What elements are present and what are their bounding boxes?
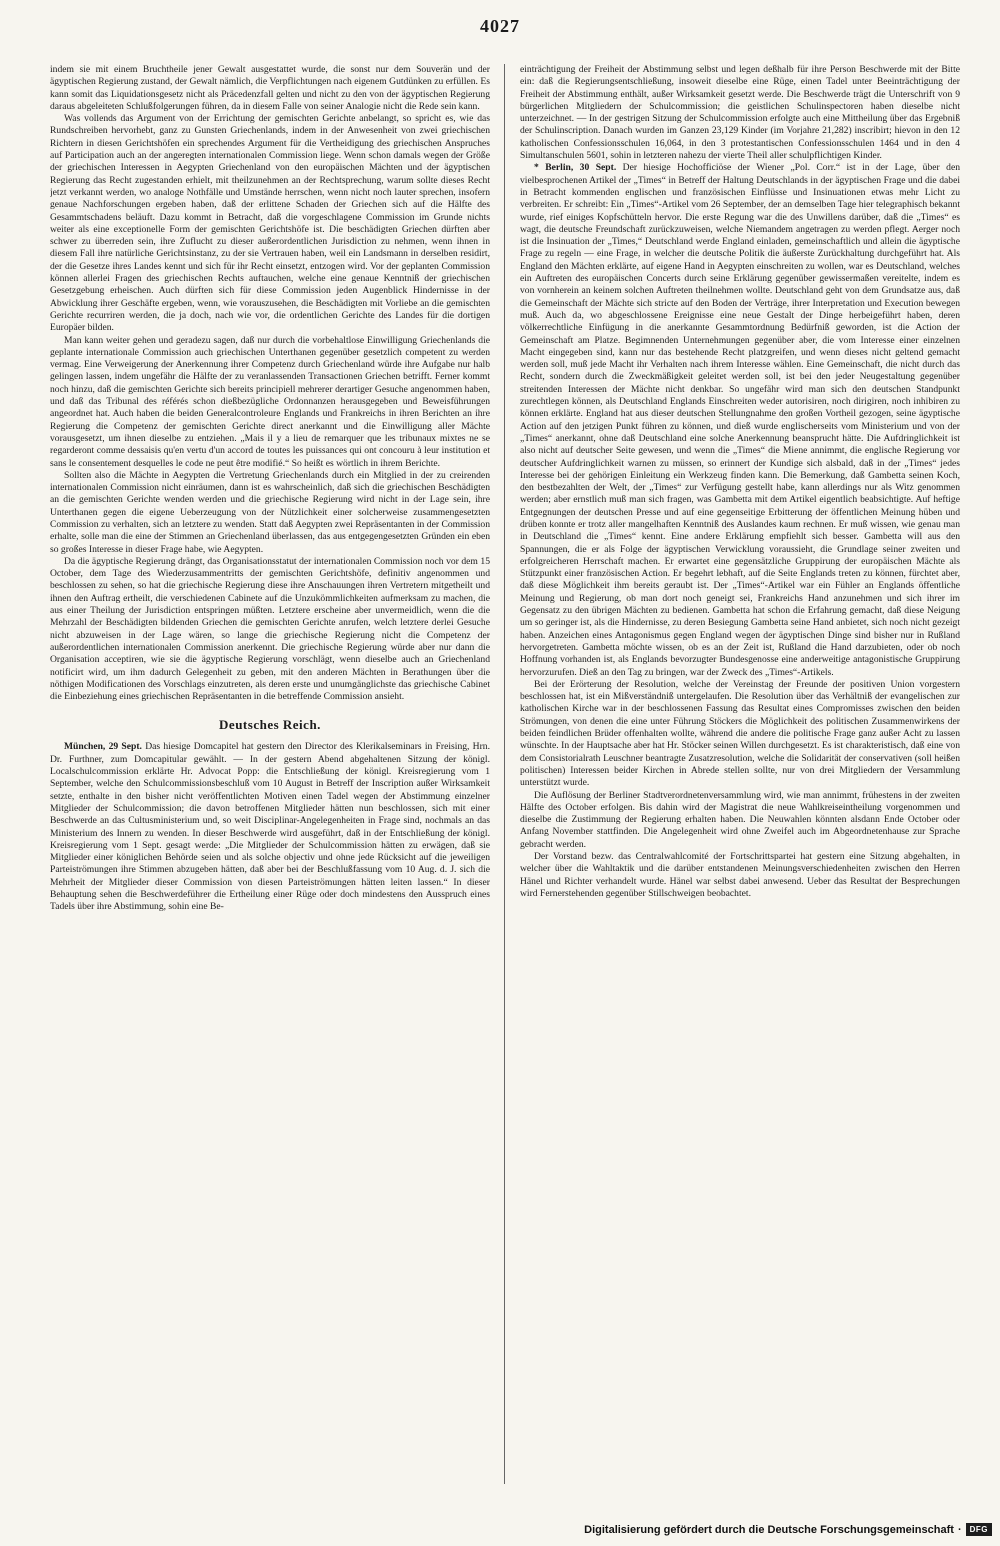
article-paragraph: indem sie mit einem Bruchtheile jener Gewalt ausgestattet wurde, die sonst nur dem Souverän und der ägyptischen Regierung zustand, der Gewalt nämlich, die Verpflichtungen nach eigenem Gutdünken zu erfüllen. Es kann somit das Liquidationsgesetz nicht als Präcedenzfall gelten und nicht zu den von der ägyptischen Regierung daraus abgeleiteten Schlußfolgerungen führen, da in diesem Falle von seiner Analogie nicht die Rede sein kann.	[50, 64, 490, 112]
article-paragraph	[50, 741, 490, 913]
page-number: 4027	[480, 16, 520, 36]
dfg-logo-icon: DFG	[966, 1523, 992, 1536]
article-paragraph: Da die ägyptische Regierung drängt, das Organisationsstatut der internationalen Commission noch vor dem 15 October, dem Tage des Wiederzusammentritts der gemischten Gerichtshöfe, definitiv angenommen und beschlossen zu sehen, so hat die griechische Regierung diese ihre Anschauungen ihren Vertretern mitgetheilt und ihnen den Auftrag ertheilt, die verschiedenen Cabinete auf die Unzukömmlichkeiten aufmerksam zu machen, die aus einer Theilung der Jurisdiction entspringen müßten. Letztere erscheine aber unvermeidlich, wenn die die Mehrzahl der Beschädigten bildenden Griechen die gemischten Gerichte anrufen, welch letztere derlei Gesuche nicht abzuweisen in der Lage wären, so lange die griechische Regierung nicht die Competenz der außerordentlichen internationalen Commission anerkennt. Die griechische Regierung würde aber nur dann die Organisation acceptiren, wie sie die ägyptische Regierung vorschlägt, wenn dieselbe auch an Griechenland notificirt wird, um ihm dadurch Gelegenheit zu geben, mit den anderen Mächten in Berathungen über die nöthigen Modificationen des Vorschlags einzutreten, als deren erste und unumgänglichste das griechische Cabinet die Einbeziehung eines griechischen Repräsentanten in die betreffende Commission ansieht.	[50, 555, 490, 703]
dateline-berlin: * Berlin, 30 Sept.	[534, 162, 617, 174]
left-column	[50, 64, 490, 1496]
dateline-munich: München, 29 Sept.	[64, 741, 142, 753]
article-paragraph: Was vollends das Argument von der Errichtung der gemischten Gerichte anbelangt, so spricht es, wie das Rundschreiben hervorhebt, ganz zu Gunsten Griechenlands, indem in der Anwesenheit von zwei griechischen Richtern in diesen Gerichtshöfen ein sprechendes Argument für die Vertheidigung des griechischen Anspruches auf Participation auch an der angeregten internationalen Commission liege. Wenn schon damals wegen der Größe der griechischen Interessen in Aegypten Griechenland von den europäischen Mächten und der ägyptischen Regierung das Recht zugestanden erhielt, mit theilzunehmen an der Rechtsprechung, warum sollte dieses Recht jetzt verkannt werden, wo analoge Nothfälle und Umstände herrschen, wenn nicht noch lauter sprechen, insofern genaue Nachforschungen ergeben haben, daß der erlittene Schaden der Griechen sich auf die Hälfte des Gesammtschadens beläuft. Dazu kommt in Betracht, daß die vorgeschlagene Commission im Grunde nichts weiter als eine exceptionelle Form der gemischten Gerichtshöfe ist. Die beschädigten Griechen dürften aber schwer zu überreden sein, ihre Zuflucht zu dieser außerordentlichen Jurisdiction zu nehmen, wenn ihnen in diesem Fall ihre natürliche Gerichtsinstanz, zu der sie Vertrauen haben, weil ein Landsmann in derselben residirt, der die Gesetze ihres Landes kennt und sich für ihr Recht einsetzt, entzogen wird. Vor der geplanten Commission können allerlei Fragen des griechischen Rechts auftauchen, welche eine genaue Kenntniß der griechischen Gesetzgebung erheischen. Auch dürften sich für diese Commission jeden Augenblick Hindernisse in der Abwicklung ihrer Geschäfte ergeben, wenn, wie vorauszusehen, die Beschädigten mit Vorliebe an die gemischten Gerichte recurriren werden, die ja doch, nach wie vor, die ordentlichen Gerichte des Landes für die dortigen Europäer bilden.	[50, 113, 490, 334]
article-paragraph: Die Auflösung der Berliner Stadtverordnetenversammlung wird, wie man annimmt, frühestens in der zweiten Hälfte des October erfolgen. Bis dahin wird der Magistrat die neue Wahlkreiseintheilung vorgenommen und dieselbe die Zustimmung der Regierung erhalten haben. Die Neuwahlen könnten alsdann Ende October oder Anfang November stattfinden. Die Angelegenheit wird ohne Zweifel auch im Abgeordnetenhause zur Sprache gebracht werden.	[520, 789, 960, 850]
funding-footer	[584, 1523, 992, 1536]
munich-report: Das hiesige Domcapitel hat gestern den Director des Klerikalseminars in Freising, Hrn. Dr. Furthner, zum Domcapitular gewählt. — In der gestern Abend abgehaltenen Sitzung der königl. Localschulcommission erklärte Hr. Advocat Popp: die Entschließung der königl. Kreisregierung vom 1 September, welche den Schulcommissionsbeschluß vom 10 August in Betreff der Inscription außer Wirksamkeit setzte, enthalte in den bisher nicht veröffentlichten Motiven einen Tadel wegen der Abstimmung einzelner Mitglieder der Schulcommission; die davon betroffenen Mitglieder hätten nun beschlossen, sich mit einer Beschwerde an das Cultusministerium und, so weit Disciplinar-Angelegenheiten in Frage sind, nochmals an das Ministerium des Innern zu wenden. In dieser Beschwerde wird ausgeführt, daß in der Entschließung der königl. Kreisregierung vom 1 Sept. gesagt werde: „Die Mitglieder der Schulcommission hätten zu erwägen, daß sie Mitglieder einer königlichen Behörde seien und als solche objectiv und ohne jede Rücksicht auf die jeweiligen Parteiströmungen ihre Stimmen abzugeben hätten, daß aber bei der Beschlußfassung vom 10 Aug. d. J. sich die Mehrheit der Mitglieder dieser Commission von diesen Parteiströmungen hätten leiten lassen.“ In dieser Behauptung sehen die Beschwerdeführer die Ertheilung einer Rüge oder doch mindestens den Ausspruch eines Tadels über ihre Abstimmung, sohin eine Be-	[50, 741, 490, 913]
right-column	[520, 64, 960, 1496]
article-paragraph	[520, 162, 960, 678]
footer-text: Digitalisierung gefördert durch die Deutsche Forschungsgemeinschaft	[584, 1523, 954, 1536]
article-paragraph: Man kann weiter gehen und geradezu sagen, daß nur durch die vorbehaltlose Einwilligung Griechenlands die geplante internationale Commission auch griechischen Unterthanen gegenüber gesetzlich competent zu werden vermag. Eine Verweigerung der Anerkennung ihrer Competenz durch Griechenland würde ihre Aufgabe nur halb gelingen lassen, indem ungefähr die Hälfte der zu veranlassenden Transactionen Griechen betrifft. Ferner kommt noch hinzu, daß die gemischten Gerichte sich bereits principiell mehrerer derartiger Gesuche angenommen haben, und daß das Tribunal des référés schon dießbezügliche Ordonnanzen herausgegeben und Beweisführungen angeordnet hat. Auch haben die beiden Generalcontroleure Englands und Frankreichs in ihren Berichten an ihre Regierung die Competenz der gemischten Gerichte direct anerkannt und die Einwilligung aller Mächte vorausgesetzt, um ihnen dieselbe zu entziehen. „Mais il y a lieu de remarquer que les tribunaux mixtes ne se regarderont comme dessaisis qu'en vertu d'un accord de toutes les puissances qui ont concouru à leur institution et sans le consentement desquelles le code ne peut être modifié.“ So heißt es wörtlich in ihrem Berichte.	[50, 334, 490, 469]
article-paragraph: einträchtigung der Freiheit der Abstimmung selbst und legen deßhalb für ihre Person Beschwerde mit der Bitte ein: daß die Regierungsentschließung, insoweit dieselbe eine Rüge, einen Tadel unter Beeinträchtigung der Freiheit der Abstimmung enthält, außer Wirksamkeit gesetzt werde. Die Beschwerde trägt die Unterschrift von 9 bürgerlichen Mitgliedern der Schulcommission; die geistlichen Schulinspectoren haben dieselbe nicht unterzeichnet. — In der gestrigen Sitzung der Schulcommission erfolgte auch eine Mittheilung über das Ergebniß der Schulinscription. Danach wurden im Ganzen 23,129 Kinder (im Vorjahre 21,282) inscribirt; hievon in den 12 katholischen Confessionsschulen 16,064, in den 3 protestantischen Confessionsschulen 1464 und in den 4 Simultanschulen 5601, sohin in letzteren nahezu der vierte Theil aller schulpflichtigen Kinder.	[520, 64, 960, 162]
article-columns	[50, 64, 960, 1496]
article-paragraph: Der Vorstand bezw. das Centralwahlcomité der Fortschrittspartei hat gestern eine Sitzung abgehalten, in welcher über die Wahltaktik und die darüber entstandenen Meinungsverschiedenheiten zwischen den Herren Hänel und Richter verhandelt wurde. Hänel war selbst dabei anwesend. Ueber das Resultat der Besprechungen wird Fernerstehenden gegenüber Stillschweigen beobachtet.	[520, 851, 960, 899]
berlin-report: Der hiesige Hochofficiöse der Wiener „Pol. Corr.“ ist in der Lage, über den vielbesprochenen Artikel der „Times“ in Betreff der Haltung Deutschlands in der ägyptischen Frage und die dabei in Betracht kommenden englischen und französischen Einflüsse und Insinuationen etwas mehr Licht zu verbreiten. Er schreibt: Ein „Times“-Artikel vom 26 September, der an demselben Tage hier telegraphisch bekannt wurde, rief einiges Kopfschütteln hervor. Die erste Regung war die des Unwillens darüber, daß die „Times“ es wagt, die deutsche Freundschaft zurückzuweisen, welche Niemandem angetragen zu werden pflegt. Aerger noch ist die Insinuation der „Times,“ Deutschland werde England einladen, gemeinschaftlich und allein die ägyptische Frage zu regeln — eine Frage, in welcher die deutsche Politik die äußerste Zurückhaltung durchgeführt hat. Als England den Mächten erklärte, auf eigene Hand in Aegypten einschreiten zu wollen, war es Deutschland, welches ein Auftreten des europäischen Concerts durch seine Erklärung gegenüber gewissermaßen vereitelte, indem es von vornherein an keinem solchen Auftreten theilnehmen wollte. Deutschland geht von dem Grundsatze aus, daß die Gemeinschaft der Mächte sich stricte auf den Boden der Verträge, ihrer Interpretation und Execution bewegen muß. Auch da, wo abgeschlossene Ereignisse eine neue Gestalt der Dinge herbeigeführt haben, deren völkerrechtliche Einfügung in die anerkannte Gesammtordnung Bedürfniß geworden, ist die Action der Gemeinschaft am Platze. Begimnenden Unternehmungen gegenüber aber, die vom Interesse einer einzelnen Macht eingegeben sind, kann nur das bestehende Recht platzgreifen, und wenn dieses nicht geltend gemacht werden soll, muß jede Macht ihr Verhalten nach ihrem Interesse wählen. Eine Gemeinschaft, die nicht durch das Recht, sondern durch die Zweckmäßigkeit geleitet werden soll, ist bei den jeder Neugestaltung gegenüber streitenden Interessen der Mächte nicht denkbar. So ungefähr wird man sich den deutschen Standpunkt zurechtlegen können, als Deutschland Englands Einschreiten weder autorisiren, noch dirigiren, noch inhibiren zu können erklärte. England hat aus dieser deutschen Stellungnahme den großen Vortheil gezogen, seine ägyptische Action auf den jetzigen Punkt führen zu können, und dieß wurde englischerseits vom Ministerium und von der „Times“ anerkannt, ohne daß Deutschland eine solche Anerkennung beansprucht hätte. Die Aufdringlichkeit ist also nicht auf deutscher Seite gewesen, und wenn die „Times“ die Miene annimmt, die englische Regierung vor deutscher Aufdringlichkeit warnen zu müssen, so erinnert der Kundige sich alsbald, daß in der „Times“ jedes Interesse bei der gehörigen Einleitung ein Werkzeug finden kann. Die Bemerkung, daß Gambetta seinen Koch, den bestbezahlten der Welt, der „Times“ zur Verfügung gestellt habe, kann allerdings nur als Witz genommen werden; aber ernstlich muß man sich fragen, was Gambetta mit dem Artikel eigentlich beabsichtigte. Auf heftige Entgegnungen der deutschen Presse und auf eine gegenseitige Erbitterung der öffentlichen Meinung hüben und drüben konnte er trotz aller mangelhaften Kenntniß des Auslandes kaum rechnen. Er muß wissen, wie genau man in Deutschland die „Times“ kennt. Eine andere Erklärung empfiehlt sich besser. Gambetta will aus den Spannungen, die er als Folge der ägyptischen Verwicklung voraussieht, die Grundlage seiner zweiten und erfolgreicheren Herrschaft machen. Er erwartet eine gegensätzliche Gruppirung der europäischen Mächte als Stützpunkt einer französischen Action. Er begehrt lebhaft, auf die Seite Englands treten zu können, fürchtet aber, daß diese Möglichkeit ihm bereits geraubt ist. Der „Times“-Artikel war ein Fühler an Englands öffentliche Meinung und Regierung, ob man dort noch geneigt sei, Frankreichs Hand anzunehmen und sich ihrer im Gegensatz zu den übrigen Mächten zu bedienen. Gambetta hat schon die Erfahrung gemacht, daß diese Neigung um so geringer ist, als die Hindernisse, zu deren Besiegung Gambetta seine Hand anbietet, sich noch nicht gezeigt haben. Anzeichen eines Antagonismus gegen England wegen der ägyptischen Dinge sind bisher nur in Rußland hervorgetreten. Gambetta möchte wissen, ob es an der Zeit ist, Rußland die Hand darzubieten, oder ob noch Hoffnung vorhanden ist, als Englands bevorzugter Bundesgenosse eine anderweitige antagonistische Gruppirung hervorzurufen. Dieß an den Tag zu bringen, war der Zweck des „Times“-Artikels.	[520, 162, 960, 678]
article-paragraph: Sollten also die Mächte in Aegypten die Vertretung Griechenlands durch ein Mitglied in der zu creirenden internationalen Commission nicht einräumen, dann ist es wahrscheinlich, daß sich die griechischen Beschädigten an die gemischten Gerichte wenden werden und die griechische Regierung wird nicht in der Lage sein, ihre Unterthanen gegen die eigene Ueberzeugung von der Nützlichkeit einer solcherweise zusammengesetzten Commission zu verhalten, sich an letztere zu wenden. Statt daß Aegypten zwei Repräsentanten in der Commission erhalte, solle man die eine der Stimmen an Griechenland überlassen, das aus entgegengesetzten Gründen ein eben so großes Interesse in dieser Frage habe, wie Aegypten.	[50, 469, 490, 555]
article-paragraph: Bei der Erörterung der Resolution, welche der Vereinstag der Freunde der positiven Union vorgestern beschlossen hat, ist ein Mißverständniß untergelaufen. Die Resolution über das Verhältniß der evangelischen zur katholischen Kirche war in der beschlossenen Fassung das Resultat eines Compromisses zwischen den beiden Strömungen, von denen die eine unter Führung Stöckers die Möglichkeit des politischen Zusammenwirkens der beiden feindlichen Brüder offenhalten wollte, während die andere die politische Frage ganz außer Acht zu lassen wünschte. In der Hauptsache aber hat Hr. Stöcker seinen Willen durchgesetzt. Es ist charakteristisch, daß eine von dem Consistorialrath Leuschner beantragte Zusatzresolution, welche die Solidarität der conservativen (soll heißen politischen) Interessen beider Kirchen in Abrede stellen sollte, nur von drei Mitgliedern der Versammlung unterstützt wurde.	[520, 678, 960, 789]
section-heading: Deutsches Reich.	[219, 717, 321, 733]
footer-separator: ·	[957, 1523, 962, 1536]
